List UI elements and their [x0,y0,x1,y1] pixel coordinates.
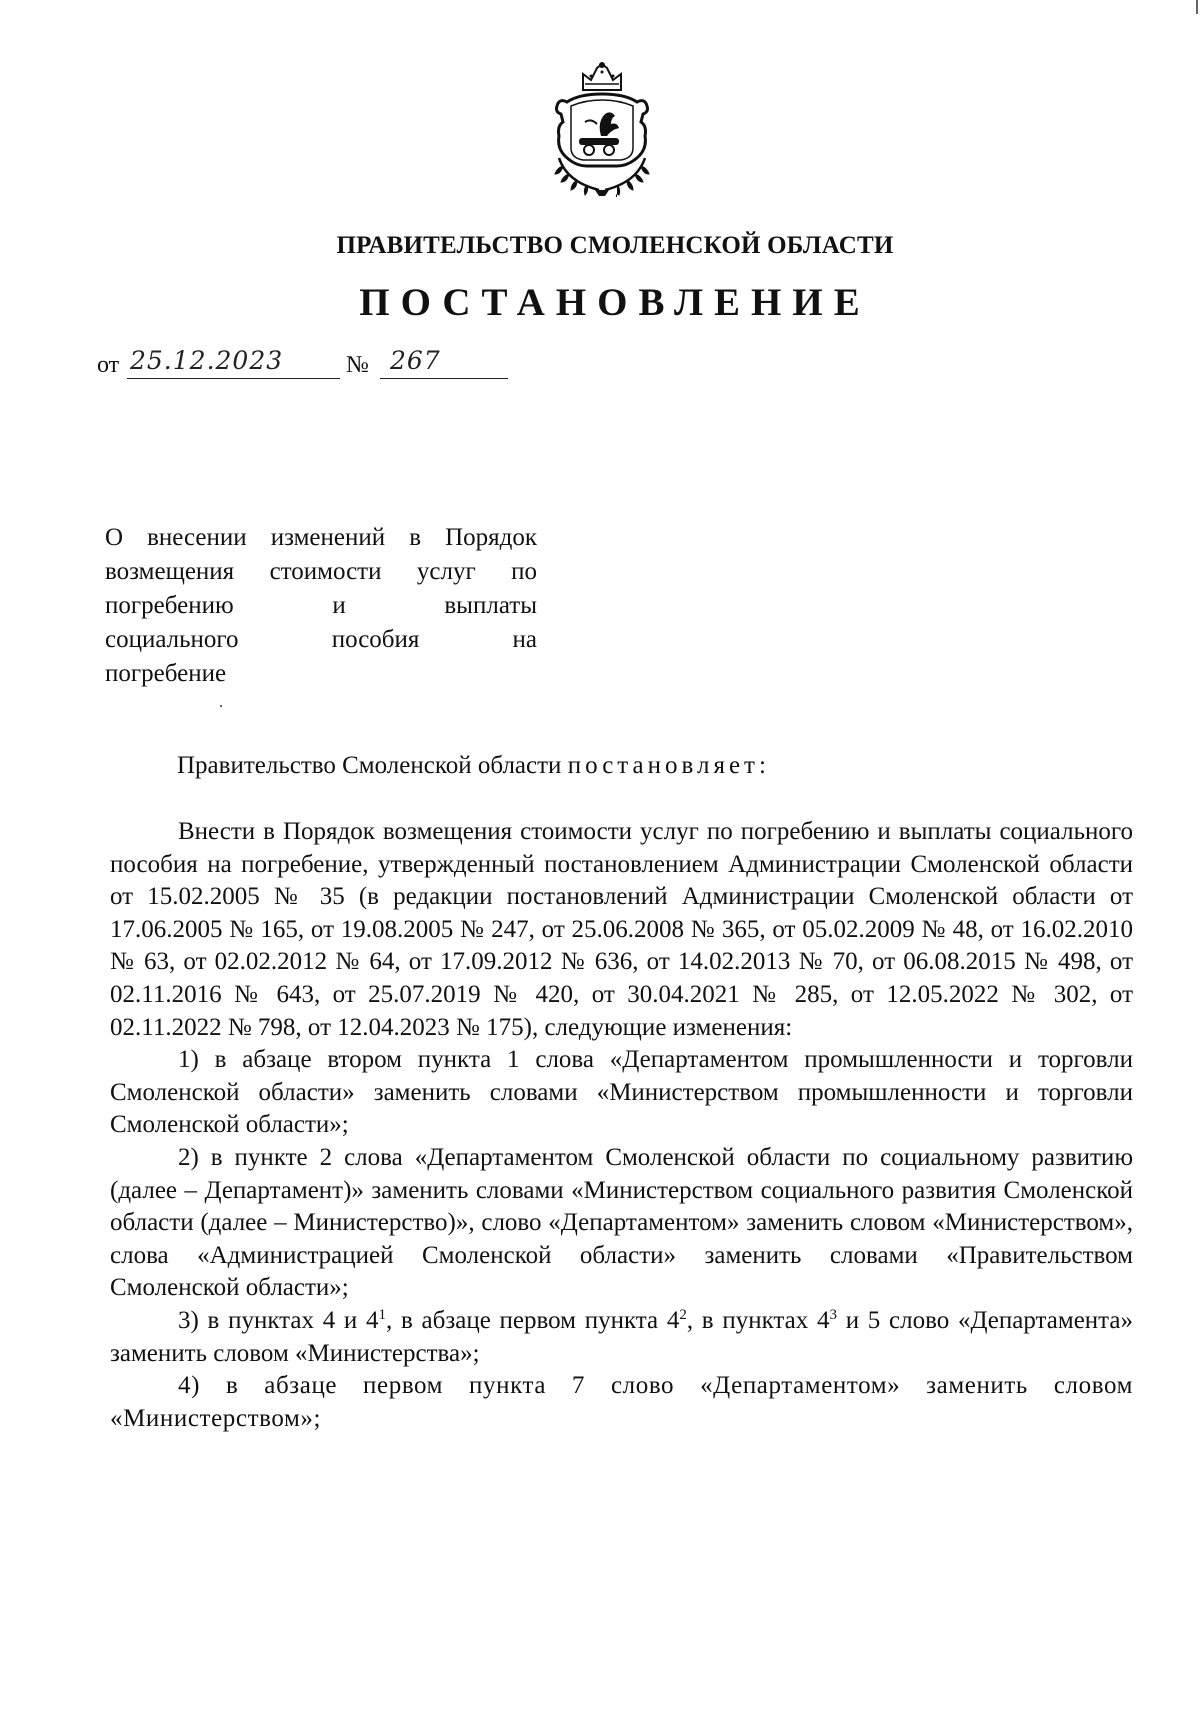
title-line: О внесении изменений в Порядок [105,524,537,551]
preamble [177,752,770,780]
smolensk-coat-of-arms-icon [545,62,660,197]
body-intro-paragraph: Внести в Порядок возмещения стоимости услуг по погребению и выплаты социального пособия на погребение, утвержденный постановлением Администрации Смоленской области от 15.02.2005 № 35 (в редакции постановлений Администрации Смоленской области от 17.06.2005 № 165, от 19.08.2005 № 247, от 25.06.2008 № 365, от 05.02.2009 № 48, от 16.02.2010 № 63, от 02.02.2012 № 64, от 17.09.2012 № 636, от 14.02.2013 № 70, от 06.08.2015 № 498, от 02.11.2016 № 643, от 25.07.2019 № 420, от 30.04.2021 № 285, от 12.05.2022 № 302, от 02.11.2022 № 798, от 12.04.2023 № 175), следующие изменения: [110,818,1133,1041]
date-from-label: от [97,352,120,378]
date-number-line [97,346,517,386]
item3-text: и 5 слово «Департамента» заменить словом «Министерства»; [110,1306,1133,1367]
document-body [110,816,1133,1435]
scan-speck [220,705,222,707]
handwritten-date: 25.12.2023 [130,346,284,375]
handwritten-number: 267 [390,346,441,375]
item3-text: 3) в пунктах 4 и 4 [178,1306,379,1334]
item3-superscript: 3 [829,1306,837,1323]
number-underline [380,378,508,379]
title-line: возмещения стоимости услуг по [105,558,537,585]
amendment-item-1: 1) в абзаце втором пункта 1 слова «Департаментом промышленности и торговли Смоленской области» заменить словами «Министерством промышленности и торговли Смоленской области»; [110,1046,1133,1139]
item3-text: , в абзаце первом пункта 4 [386,1306,680,1334]
number-label: № [346,352,369,378]
organization-name: ПРАВИТЕЛЬСТВО СМОЛЕНСКОЙ ОБЛАСТИ [336,232,894,259]
title-line: погребение [105,660,227,687]
item3-text: , в пунктах 4 [686,1306,830,1334]
amendment-item-2: 2) в пункте 2 слова «Департаментом Смоленской области по социальному развитию (далее – Департамент)» заменить словами «Министерством социального развития Смоленской области (далее – Министерство)», слово «Департаментом» заменить словом «Министерством», слова «Администрацией Смоленской области» заменить словами «Правительством Смоленской области»; [110,1143,1133,1302]
date-underline [127,378,340,379]
document-title-block [105,521,537,691]
item3-superscript: 2 [679,1306,687,1323]
amendment-item-4: 4) в абзаце первом пункта 7 слово «Департаментом» заменить словом «Министерством»; [110,1372,1133,1432]
document-type-title: ПОСТАНОВЛЕНИЕ [359,281,871,324]
title-line: социального пособия на [105,626,537,653]
amendment-item-3 [110,1305,1133,1370]
item3-superscript: 1 [378,1306,387,1323]
title-line: погребению и выплаты [105,592,537,619]
preamble-action: постановляет: [567,752,770,779]
scan-edge-mark [1196,0,1198,14]
preamble-lead: Правительство Смоленской области [177,752,562,779]
